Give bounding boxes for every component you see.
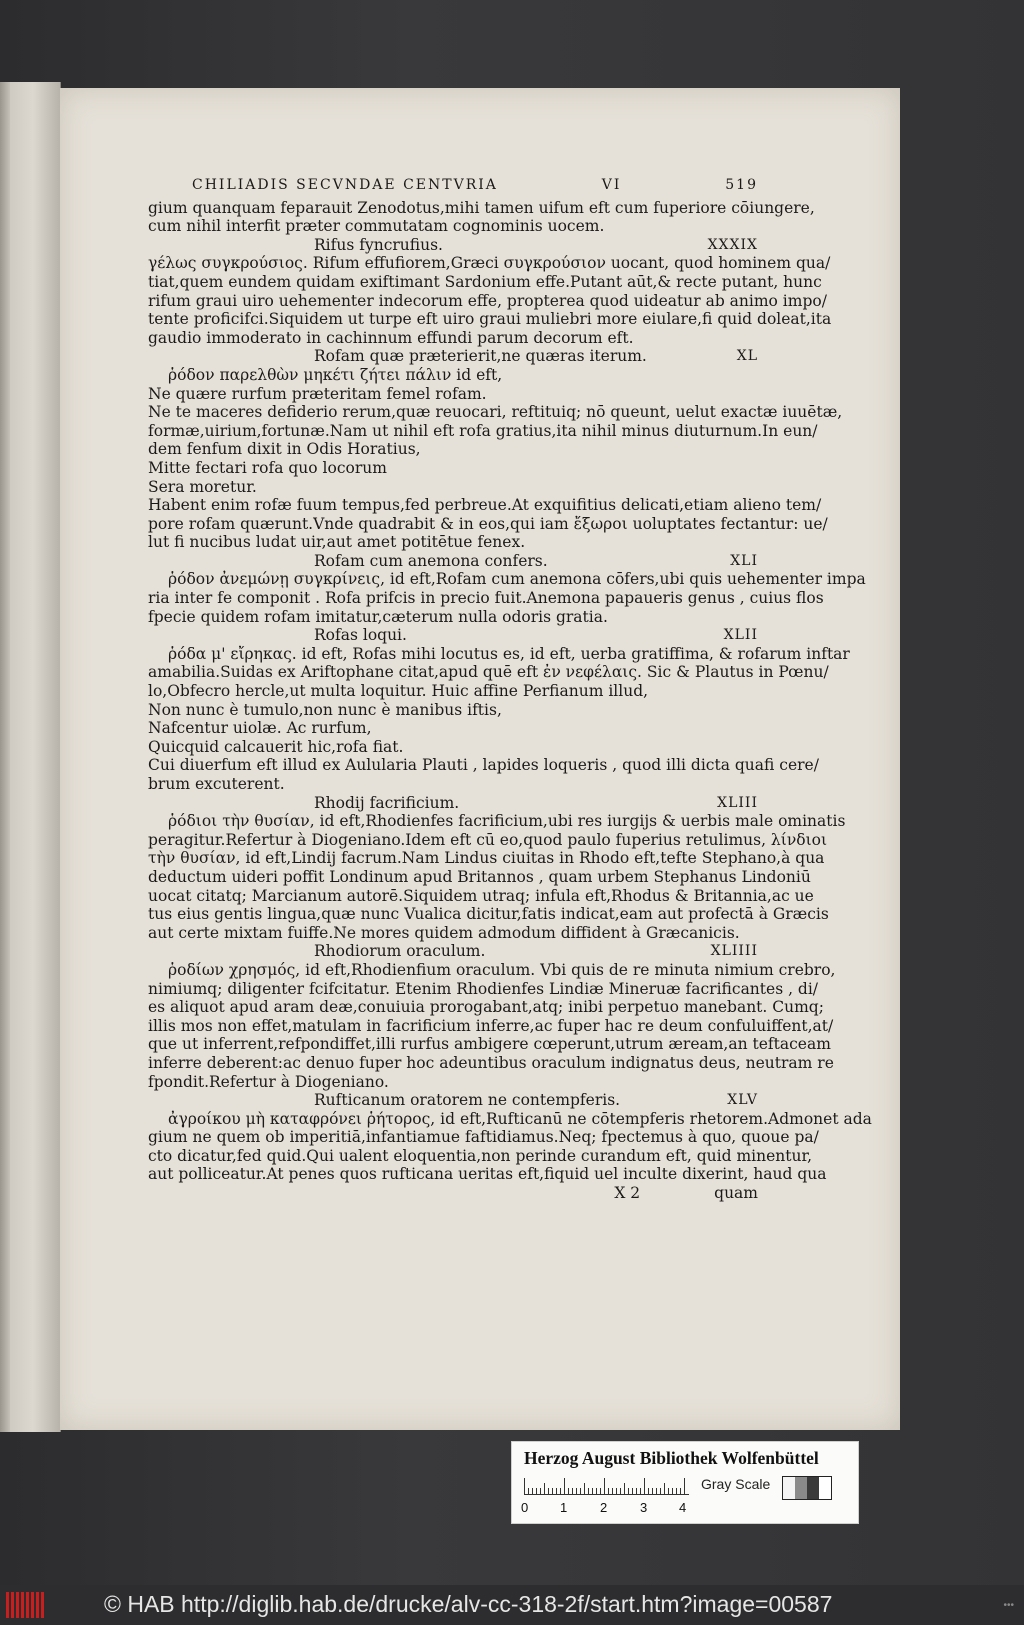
catchword: quam xyxy=(714,1184,758,1203)
adage-title-line xyxy=(148,347,758,366)
ruler-tick xyxy=(608,1488,609,1494)
adage-number: XLI xyxy=(730,552,758,569)
text-line: τὴν θυσίαν, id eft,Lindij facrum.Nam Lindus ciuitas in Rhodo eft,tefte Stephano,à qua xyxy=(148,849,825,868)
text-line: brum excuterent. xyxy=(148,775,285,793)
adage-number: XLIII xyxy=(717,794,758,811)
text-line: cum nihil interfit præter commutatam cognominis uocem. xyxy=(148,217,605,236)
adage-title-line xyxy=(148,942,758,961)
text-line: ῥόδον ἀνεμώνῃ συγκρίνεις, id eft,Rofam cum anemona cōfers,ubi quis uehementer impa xyxy=(168,570,866,589)
text-line: lo,Obfecro hercle,ut multa loquitur. Huic affine Perfianum illud, xyxy=(148,682,649,701)
ruler-tick xyxy=(552,1488,553,1494)
text-line: nimiumq; diligenter fcifcitatur. Etenim Rhodienfes Lindiæ Mineruæ facrificantes , di/ xyxy=(148,979,819,998)
footer-bar xyxy=(0,1585,1024,1625)
text-line: Quicquid calcauerit hic,rofa fiat. xyxy=(148,737,404,756)
ruler-tick xyxy=(528,1488,529,1494)
page-text xyxy=(148,176,872,1203)
adage-number: XXXIX xyxy=(707,236,758,253)
text-line: aut certe mixtam fuiffe.Ne mores quidem admodum diffident à Græcanicis. xyxy=(148,923,740,942)
text-line: fpecie quidem rofam imitatur,cæterum nulla odoris gratia. xyxy=(148,607,608,626)
ruler-tick xyxy=(680,1488,681,1494)
adage-number: XLII xyxy=(723,627,758,644)
ruler-tick xyxy=(540,1488,541,1494)
signature-mark: X 2 xyxy=(614,1184,641,1203)
ruler-tick xyxy=(616,1488,617,1494)
ruler-tick xyxy=(640,1488,641,1494)
ruler-tick xyxy=(676,1488,677,1494)
grayscale-label: Gray Scale xyxy=(701,1476,771,1492)
text-line: fpondit.Refertur à Diogeniano. xyxy=(148,1072,389,1091)
text-line: Cui diuerfum eft illud ex Aulularia Plauti , lapides loqueris , quod illi dicta quafi cere/ xyxy=(148,756,819,775)
gray-swatch xyxy=(807,1477,819,1499)
gray-swatch xyxy=(819,1477,831,1499)
adage-title-line xyxy=(148,1091,758,1110)
ruler-label: 3 xyxy=(640,1500,648,1515)
ruler-tick xyxy=(580,1488,581,1494)
ruler-label: 1 xyxy=(560,1500,568,1515)
text-line: peragitur.Refertur à Diogeniano.Idem eft cū eo,quod paulo fuperius retulimus, λίνδιοι xyxy=(148,830,828,849)
ruler-tick xyxy=(632,1488,633,1494)
book-stack-edge xyxy=(0,82,61,1432)
text-line: cto dicatur,fed quid.Qui ualent eloquentia,non perinde curandum eft, quid minentur, xyxy=(148,1146,813,1165)
text-line: dem fenfum dixit in Odis Horatius, xyxy=(148,440,421,459)
text-line: Ne quære rurfum præteritam femel rofam. xyxy=(148,384,487,403)
ruler-tick xyxy=(592,1488,593,1494)
text-line: Ne te maceres defiderio rerum,quæ reuocari, reftituiq; nō queunt, uelut exactæ iuuētæ, xyxy=(148,403,843,422)
text-line: Mitte fectari rofa quo locorum xyxy=(148,458,387,477)
header-center: VI xyxy=(601,177,622,193)
ruler-tick xyxy=(656,1488,657,1494)
ruler-tick xyxy=(604,1478,605,1494)
scale-ruler xyxy=(524,1478,689,1495)
barcode-logo-icon xyxy=(6,1592,46,1618)
ruler-tick xyxy=(624,1483,625,1494)
text-line: ῥόδον παρελθὼν μηκέτι ζήτει πάλιν id eft, xyxy=(168,365,503,384)
ruler-tick xyxy=(584,1483,585,1494)
text-line: ῥοδίων χρησμός, id eft,Rhodienfium oraculum. Vbi quis de re minuta nimium crebro, xyxy=(168,960,836,979)
text-line: aut polliceatur.At penes quos rufticana ueritas eft,fiquid uel inculte dixerint, haud qua xyxy=(148,1165,827,1184)
ruler-tick xyxy=(588,1488,589,1494)
ruler-tick xyxy=(620,1488,621,1494)
text-line: ἀγροίκου μὴ καταφρόνει ῥήτορος, id eft,Rufticanū ne cōtempferis rhetorem.Admonet ada xyxy=(168,1109,872,1128)
ruler-tick xyxy=(532,1488,533,1494)
adage-title: Rufticanum oratorem ne contempferis. xyxy=(314,1091,621,1110)
text-line: es aliquot apud aram deæ,conuiuia prorogabant,atq; inibi perpetuo manebant. Cumq; xyxy=(148,998,824,1017)
text-line: tus eius gentis lingua,quæ nunc Vualica dicitur,fatis indicat,eam aut profectā à Græcis xyxy=(148,905,829,924)
header-left: CHILIADIS SECVNDAE CENTVRIA xyxy=(192,177,498,193)
text-line: ῥόδα μ' εἴρηκας. id eft, Rofas mihi locutus es, id eft, uerba gratiffima, & rofarum inftar xyxy=(168,644,850,663)
text-line: lut fi nucibus ludat uir,aut amet potitētue fenex. xyxy=(148,533,526,552)
ruler-tick xyxy=(652,1488,653,1494)
adage-title-line xyxy=(148,794,758,813)
ruler-label: 4 xyxy=(679,1500,687,1515)
text-line: gaudio immoderato in cachinnum effundi parum decorum eft. xyxy=(148,328,634,347)
ruler-tick xyxy=(524,1478,525,1494)
gray-swatch xyxy=(783,1477,795,1499)
text-line: tente proficifci.Siquidem ut turpe eft uiro graui muliebri more eiulare,fi quid doleat,ita xyxy=(148,310,832,329)
ruler-tick xyxy=(636,1488,637,1494)
ruler-tick xyxy=(576,1488,577,1494)
text-line: inferre deberent:ac denuo fuper hoc adeuntibus oraculum indignatus deus, neutram re xyxy=(148,1053,834,1072)
grayscale-swatches xyxy=(782,1476,832,1500)
text-line: uocat citatq; Marcianum autorē.Siquidem utraq; infula eft,Rhodus & Britannia,ac ue xyxy=(148,886,814,905)
footer-dots: ••• xyxy=(1003,1600,1014,1611)
library-name: Herzog August Bibliothek Wolfenbüttel xyxy=(524,1448,819,1468)
ruler-tick xyxy=(564,1478,565,1494)
text-line: amabilia.Suidas ex Ariftophane citat,apud quē eft ἐν νεφέλαις. Sic & Plautus in Pœnu/ xyxy=(148,663,829,682)
ruler-tick xyxy=(628,1488,629,1494)
text-line: Habent enim rofæ fuum tempus,fed perbreue.At exquifitius delicati,etiam alieno tem/ xyxy=(148,496,822,515)
ruler-tick xyxy=(560,1488,561,1494)
text-line: ria inter fe componit . Rofa prifcis in precio fuit.Anemona papaueris genus , cuius flos xyxy=(148,589,824,608)
adage-title: Rofas loqui. xyxy=(314,626,407,645)
text-line: Non nunc è tumulo,non nunc è manibus iftis, xyxy=(148,700,502,719)
ruler-tick xyxy=(600,1488,601,1494)
ruler-tick xyxy=(536,1488,537,1494)
text-line: gium ne quem ob imperitiā,infantiamue faftidiamus.Neq; fpectemus à quo, quoue pa/ xyxy=(148,1128,819,1147)
ruler-tick xyxy=(596,1488,597,1494)
ruler-label: 2 xyxy=(600,1500,608,1515)
ruler-tick xyxy=(664,1483,665,1494)
adage-title: Rofam cum anemona confers. xyxy=(314,551,548,570)
page-number: 519 xyxy=(725,177,758,193)
ruler-tick xyxy=(612,1488,613,1494)
adage-title: Rhodiorum oraculum. xyxy=(314,942,486,961)
text-line: γέλως συγκρούσιος. Rifum effufiorem,Græci συγκρούσιον uocant, quod hominem qua/ xyxy=(148,254,831,273)
text-line: gium quanquam feparauit Zenodotus,mihi tamen uifum eft cum fuperiore cōiungere, xyxy=(148,198,815,217)
adage-title: Rofam quæ præterierit,ne quæras iterum. xyxy=(314,347,647,366)
text-line: ῥόδιοι τὴν θυσίαν, id eft,Rhodienfes facrificium,ubi res iurgijs & uerbis male ominatis xyxy=(168,812,846,831)
text-line: deductum uideri poffit Londinum apud Britannos , quam urbem Stephanus Lindoniū xyxy=(148,867,811,886)
adage-title: Rhodij facrificium. xyxy=(314,793,460,812)
ruler-tick xyxy=(544,1483,545,1494)
ruler-tick xyxy=(572,1488,573,1494)
text-line: tiat,quem eundem quidam exiftimant Sardonium effe.Putant aūt,& recte putant, hunc xyxy=(148,272,822,291)
footer-url: © HAB http://diglib.hab.de/drucke/alv-cc-318-2f/start.htm?image=00587 xyxy=(104,1591,833,1617)
text-line: rifum graui uiro uehementer indecorum effe, propterea quod uideatur ab animo impo/ xyxy=(148,291,827,310)
ruler-tick xyxy=(556,1488,557,1494)
running-header xyxy=(192,176,758,195)
ruler-tick xyxy=(568,1488,569,1494)
gray-swatch xyxy=(795,1477,807,1499)
ruler-tick xyxy=(548,1488,549,1494)
ruler-tick xyxy=(644,1478,645,1494)
adage-number: XL xyxy=(736,348,758,365)
ruler-tick xyxy=(668,1488,669,1494)
ruler-tick xyxy=(672,1488,673,1494)
text-line: que ut inferrent,refpondiffet,illi rurfus ambigere cœperunt,utrum æream,an teftaceam xyxy=(148,1035,831,1054)
ruler-tick xyxy=(660,1488,661,1494)
book-page xyxy=(60,88,900,1430)
adage-title-line xyxy=(148,552,758,571)
ruler-tick xyxy=(684,1478,685,1494)
ruler-tick xyxy=(648,1488,649,1494)
text-line: illis mos non effet,matulam in facrificium inferre,ac fuper hac re deum confuluiffent,at/ xyxy=(148,1016,834,1035)
text-line: Nafcentur uiolæ. Ac rurfum, xyxy=(148,719,372,738)
adage-number: XLIIII xyxy=(710,943,758,960)
ruler-label: 0 xyxy=(521,1500,529,1515)
adage-title: Rifus fyncrufius. xyxy=(314,235,443,254)
adage-title-line xyxy=(148,236,758,255)
text-line: Sera moretur. xyxy=(148,477,257,496)
text-line: pore rofam quærunt.Vnde quadrabit & in eos,qui iam ἔξωροι uoluptates fectantur: ue/ xyxy=(148,514,828,533)
adage-title-line xyxy=(148,626,758,645)
text-line: formæ,uirium,fortunæ.Nam ut nihil eft rofa gratius,ita nihil minus diuturnum.In eun/ xyxy=(148,421,818,440)
color-calibration-strip xyxy=(511,1441,859,1524)
catchline xyxy=(148,1184,758,1203)
adage-number: XLV xyxy=(727,1092,758,1109)
body-lines xyxy=(148,198,872,1184)
